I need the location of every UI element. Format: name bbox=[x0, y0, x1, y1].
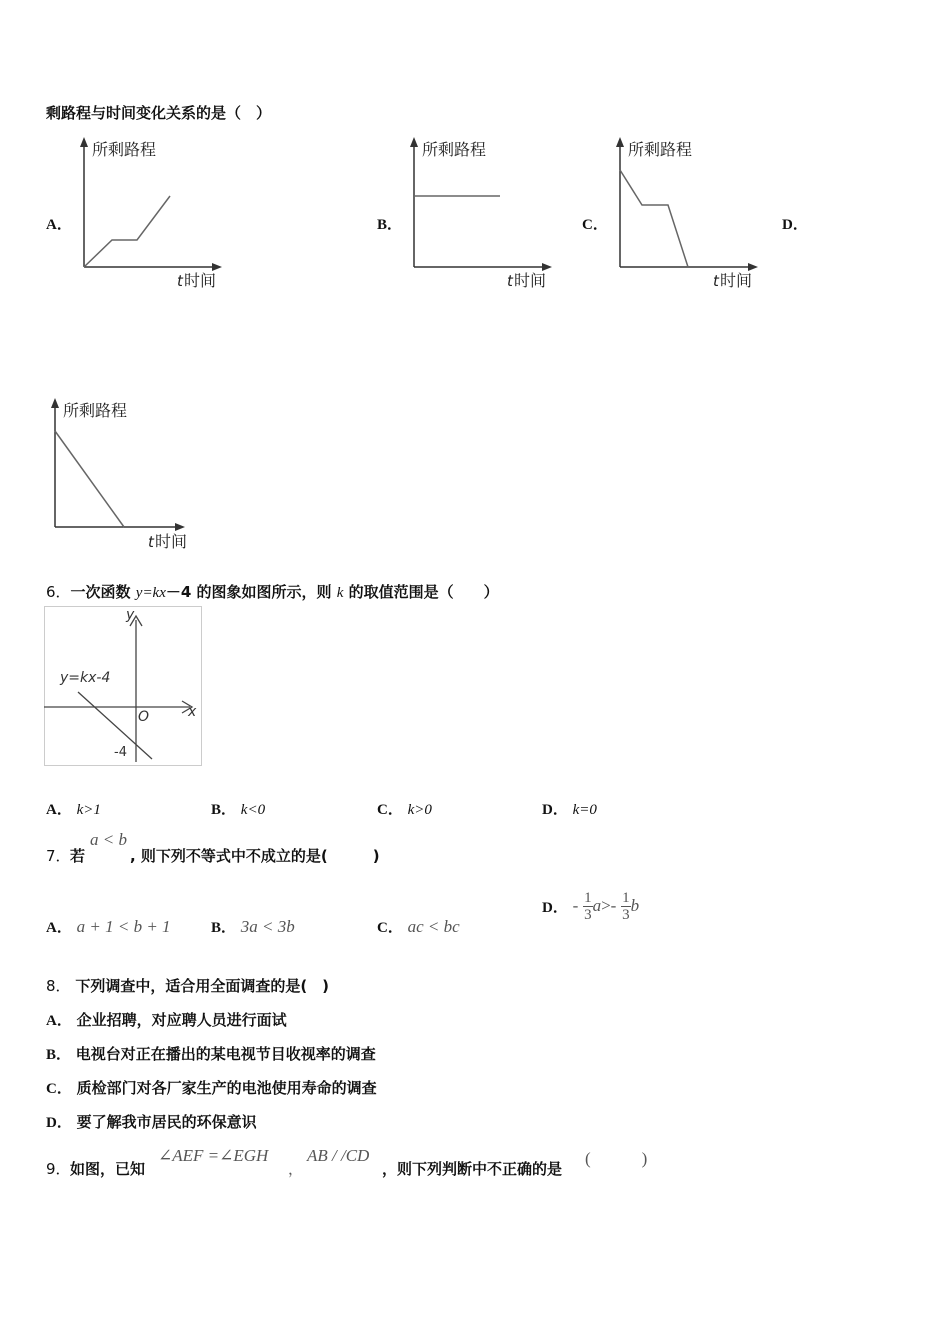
fraction: $\frac{1}{3}$ bbox=[584, 890, 592, 923]
y-axis-arrow-icon bbox=[410, 137, 418, 147]
q6-option-a[interactable]: A． k>1 bbox=[46, 802, 101, 818]
graph-frame bbox=[45, 607, 202, 766]
x-axis-arrow-icon bbox=[748, 263, 758, 271]
x-axis-arrow-icon bbox=[542, 263, 552, 271]
x-axis-label: 时间 bbox=[184, 271, 217, 290]
q5-option-a-letter: A． bbox=[46, 217, 72, 233]
y-axis-label: 所剩路程 bbox=[63, 401, 128, 420]
q9-stem-a: 如图，已知 bbox=[70, 1160, 146, 1178]
q7-option-b[interactable]: B． 3a < 3b bbox=[211, 917, 295, 936]
q9-number: 9． bbox=[46, 1160, 71, 1178]
intercept-label: -4 bbox=[114, 745, 127, 760]
y-axis-label: 所剩路程 bbox=[92, 140, 157, 159]
q5-option-c-letter: C． bbox=[582, 217, 608, 233]
y-axis-arrow-icon bbox=[80, 137, 88, 147]
x-axis-var: t bbox=[713, 272, 719, 290]
q6-stem: 6．一次函数 y=kx－4 的图象如图所示，则 k 的取值范围是（ ） bbox=[46, 583, 499, 601]
q7-number: 7． bbox=[46, 847, 71, 865]
q9-stem-b: ，则下列判断中不正确的是 bbox=[382, 1160, 563, 1178]
q8-stem: 8． 下列调查中，适合用全面调查的是( ) bbox=[46, 977, 330, 995]
q9-answer-paren: ( ) bbox=[585, 1149, 648, 1168]
x-axis-label: x bbox=[188, 704, 197, 720]
x-axis-label: 时间 bbox=[514, 271, 547, 290]
graph-a-line bbox=[84, 196, 170, 267]
q7-option-d[interactable]: D． - $\frac{1}{3}$ a>- $\frac{1}{3}$ b bbox=[542, 890, 640, 923]
q5-option-b-letter: B． bbox=[377, 217, 403, 233]
q7-condition: a < b bbox=[90, 830, 127, 849]
x-axis-label: 时间 bbox=[155, 532, 188, 551]
y-axis-arrow-icon bbox=[51, 398, 59, 408]
q9-condition-1: ∠AEF =∠EGH bbox=[158, 1146, 269, 1165]
q5-graph-d bbox=[41, 396, 201, 556]
q7-option-c[interactable]: C． ac < bc bbox=[377, 917, 460, 936]
q8-option-c[interactable]: C． 质检部门对各厂家生产的电池使用寿命的调查 bbox=[46, 1079, 377, 1097]
fraction: $\frac{1}{3}$ bbox=[622, 890, 630, 923]
x-axis-var: t bbox=[507, 272, 513, 290]
q6-option-d[interactable]: D． k=0 bbox=[542, 802, 597, 818]
x-axis-arrow-icon bbox=[175, 523, 185, 531]
x-axis-arrow-icon bbox=[212, 263, 222, 271]
y-axis-label: 所剩路程 bbox=[628, 140, 693, 159]
q7-stem-a: 若 bbox=[70, 847, 86, 865]
q9-condition-2: AB / /CD bbox=[307, 1146, 370, 1165]
q6-graph bbox=[44, 606, 204, 768]
q8-option-d[interactable]: D． 要了解我市居民的环保意识 bbox=[46, 1113, 257, 1131]
y-axis-label: 所剩路程 bbox=[422, 140, 487, 159]
x-axis-var: t bbox=[148, 533, 154, 551]
x-axis-var: t bbox=[177, 272, 183, 290]
q7-option-a[interactable]: A． a + 1 < b + 1 bbox=[46, 917, 171, 936]
q5-graph-a bbox=[70, 135, 230, 295]
y-axis-label: y bbox=[126, 607, 135, 623]
q5-option-d-letter: D． bbox=[782, 217, 808, 233]
y-axis-arrow-icon bbox=[616, 137, 624, 147]
q6-option-c[interactable]: C． k>0 bbox=[377, 802, 432, 818]
q9-separator: ， bbox=[288, 1160, 304, 1178]
question-number: 6． bbox=[46, 583, 71, 601]
origin-label: O bbox=[138, 709, 150, 725]
q5-graph-c bbox=[606, 135, 766, 295]
x-axis-label: 时间 bbox=[720, 271, 753, 290]
graph-c-line bbox=[620, 170, 688, 267]
q5-graph-b bbox=[400, 135, 560, 295]
question-number: 8． bbox=[46, 977, 71, 995]
line-label: y=kx-4 bbox=[60, 670, 111, 686]
q7-stem-b: , 则下列不等式中不成立的是( ) bbox=[130, 847, 380, 865]
q6-option-b[interactable]: B． k<0 bbox=[211, 802, 266, 818]
graph-d-line bbox=[55, 431, 124, 527]
q8-option-a[interactable]: A． 企业招聘，对应聘人员进行面试 bbox=[46, 1011, 287, 1029]
q5-stem: 剩路程与时间变化关系的是（ ） bbox=[46, 104, 272, 122]
q8-option-b[interactable]: B． 电视台对正在播出的某电视节目收视率的调查 bbox=[46, 1045, 376, 1063]
